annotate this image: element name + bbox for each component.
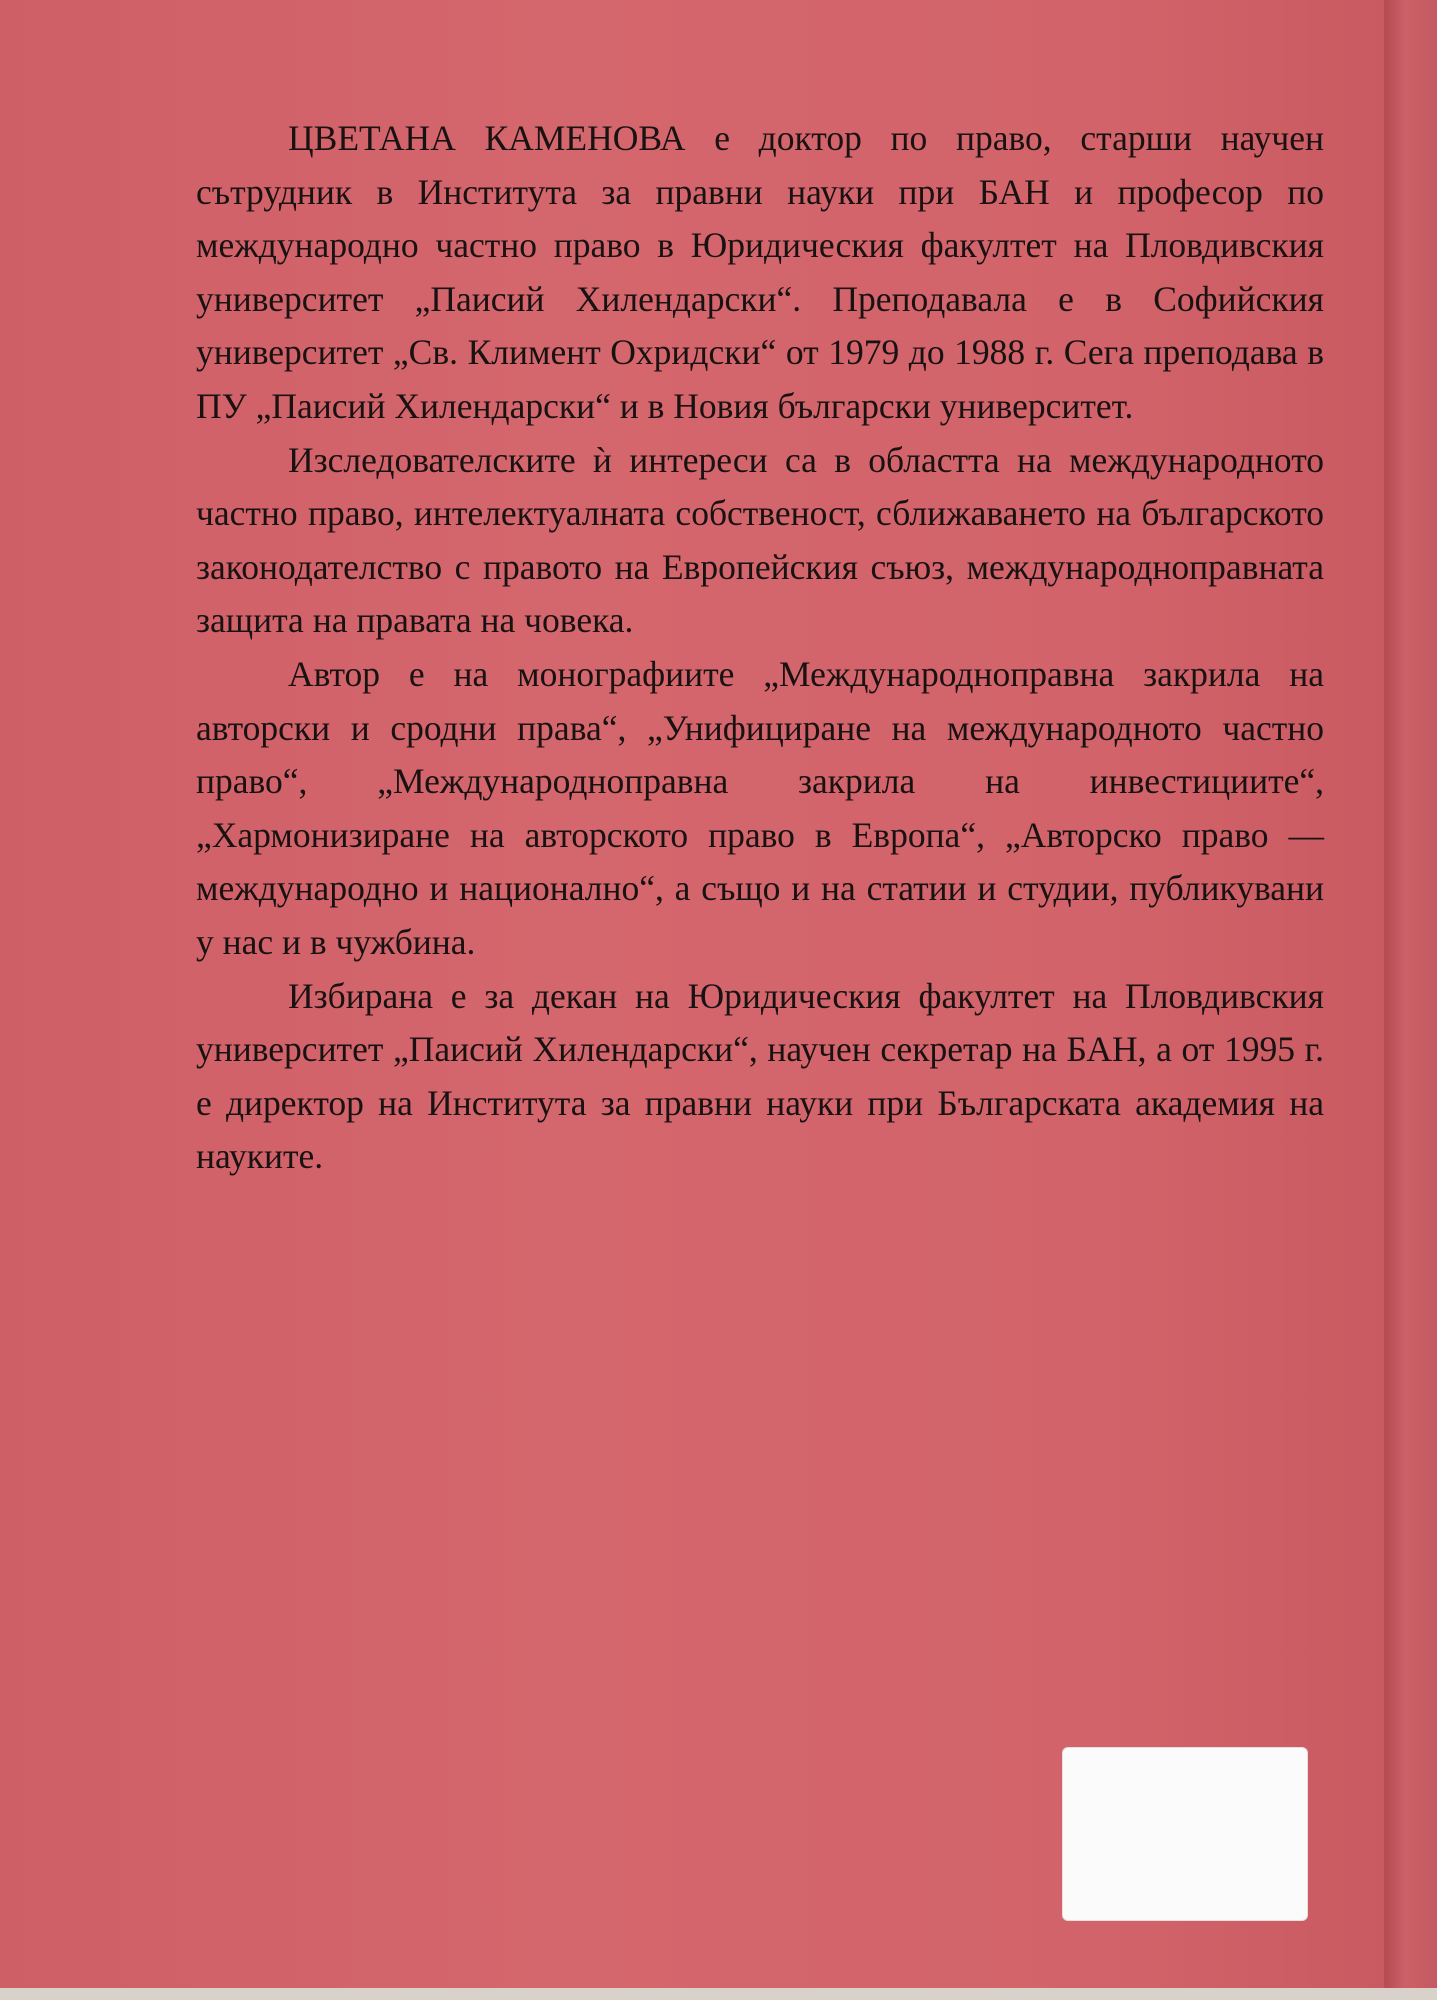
bio-paragraph-3: Автор е на монографиите „Международноправна закрила на авторски и сродни права“, „Унифициране на международното частно право“, „Международноправна закрила на инвестициите“, „Хармонизиране на авторското право в Европа“, „Авторско право — международно и национално“, а също и на статии и студии, публикувани у нас и в чужбина. — [196, 653, 1324, 962]
book-spine — [1388, 0, 1437, 1990]
author-biography — [196, 112, 1324, 1184]
bottom-background — [0, 1988, 1437, 2000]
bio-paragraph-2: Изследователските ѝ интереси са в областта на международното частно право, интелектуалната собственост, сближаването на българското законодателство с правото на Европейския съюз, международноправната защита на правата на човека. — [196, 439, 1324, 641]
bio-paragraph-4: Избирана е за декан на Юридическия факултет на Пловдивския университет „Паисий Хилендарски“, научен секретар на БАН, а от 1995 г. е директор на Института за правни науки при Българската академия на науките. — [196, 975, 1324, 1177]
bio-paragraph-1: ЦВЕТАНА КАМЕНОВА е доктор по право, старши научен сътрудник в Института за правни науки при БАН и професор по международно частно право в Юридическия факултет на Пловдивския университет „Паисий Хилендарски“. Преподавала е в Софийския университет „Св. Климент Охридски“ от 1979 до 1988 г. Сега преподава в ПУ „Паисий Хилендарски“ и в Новия български университет. — [196, 118, 1324, 426]
white-price-sticker — [1063, 1748, 1307, 1920]
